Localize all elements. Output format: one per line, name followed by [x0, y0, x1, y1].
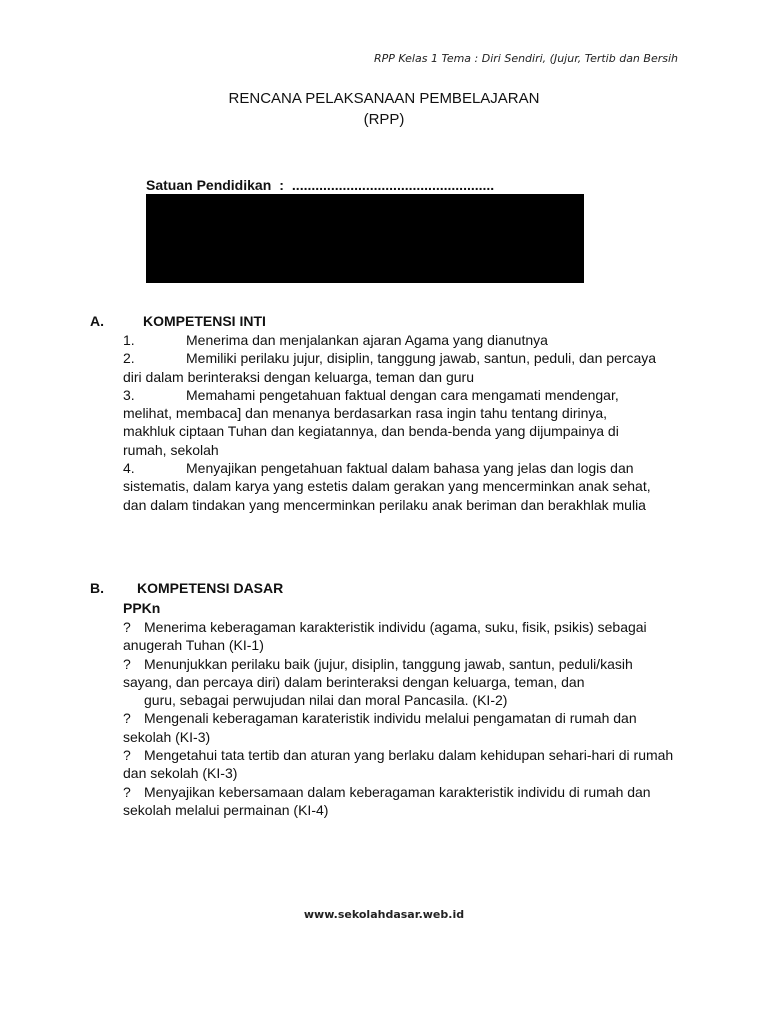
list-item	[123, 459, 663, 514]
item-text: Memiliki perilaku jujur, disiplin, tanggung jawab, santun, peduli, dan percaya diri dalam berinteraksi dengan keluarga, teman dan guru	[123, 350, 657, 385]
bullet-mark: ?	[123, 747, 131, 764]
item-number: 1.	[123, 332, 135, 348]
kompetensi-inti-list	[123, 331, 663, 514]
item-text: Mengetahui tata tertib dan aturan yang berlaku dalam kehidupan sehari-hari di rumah dan sekolah (KI-3)	[123, 747, 674, 782]
bullet-mark: ?	[123, 783, 131, 800]
item-number: 2.	[123, 350, 135, 367]
item-text: Memahami pengetahuan faktual dengan cara mengamati mendengar, melihat, membaca] dan menanya berdasarkan rasa ingin tahu tentang dirinya, makhluk ciptaan Tuhan dan kegiatannya, dan benda-benda yang dijumpainya di rumah, sekolah	[123, 386, 619, 458]
section-a-title: KOMPETENSI INTI	[143, 313, 266, 329]
list-item	[123, 331, 663, 349]
satuan-pendidikan-field	[146, 177, 494, 193]
list-item	[123, 746, 683, 783]
list-item	[123, 783, 683, 820]
item-text: Menerima keberagaman karakteristik individu (agama, suku, fisik, psikis) sebagai anugerah Tuhan (KI-1)	[123, 619, 647, 654]
list-item	[123, 709, 683, 746]
section-b-letter: B.	[90, 580, 104, 596]
item-text-continued: guru, sebagai perwujudan nilai dan moral Pancasila. (KI-2)	[144, 692, 508, 709]
item-text: Menyajikan kebersamaan dalam keberagaman karakteristik individu di rumah dan sekolah melalui permainan (KI-4)	[123, 783, 651, 818]
list-item	[123, 386, 663, 459]
document-subtitle: (RPP)	[363, 111, 405, 128]
item-text: Menyajikan pengetahuan faktual dalam bahasa yang jelas dan logis dan sistematis, dalam karya yang estetis dalam gerakan yang mencerminkan anak sehat, dan dalam tindakan yang mencerminkan perilaku anak beriman dan berakhlak mulia	[123, 460, 651, 513]
kompetensi-dasar-list	[123, 618, 683, 819]
section-a-letter: A.	[90, 313, 104, 329]
footer-website: www.sekolahdasar.web.id	[303, 908, 465, 921]
satuan-value: ....................................................	[291, 177, 495, 193]
satuan-label: Satuan Pendidikan	[146, 177, 272, 193]
list-item	[123, 618, 683, 655]
item-text: Menerima dan menjalankan ajaran Agama yang dianutnya	[186, 332, 548, 348]
item-text: Mengenali keberagaman karateristik individu melalui pengamatan di rumah dan sekolah (KI-3)	[123, 710, 637, 745]
satuan-separator: :	[279, 177, 284, 193]
section-b-title: KOMPETENSI DASAR	[137, 580, 284, 596]
bullet-mark: ?	[123, 655, 131, 672]
item-number: 4.	[123, 460, 135, 477]
bullet-mark: ?	[123, 710, 131, 727]
subject-heading: PPKn	[123, 600, 161, 616]
header-note: RPP Kelas 1 Tema : Diri Sendiri, (Jujur, Tertib dan Bersih	[373, 52, 678, 65]
item-text: Menunjukkan perilaku baik (jujur, disiplin, tanggung jawab, santun, peduli/kasih sayang, dan percaya diri) dalam berinteraksi dengan keluarga, teman, dan	[123, 655, 633, 690]
list-item	[123, 349, 663, 386]
document-title: RENCANA PELAKSANAAN PEMBELAJARAN	[228, 90, 540, 107]
item-number: 3.	[123, 386, 135, 403]
bullet-mark: ?	[123, 619, 131, 635]
redacted-block	[146, 194, 584, 283]
list-item	[123, 655, 683, 710]
